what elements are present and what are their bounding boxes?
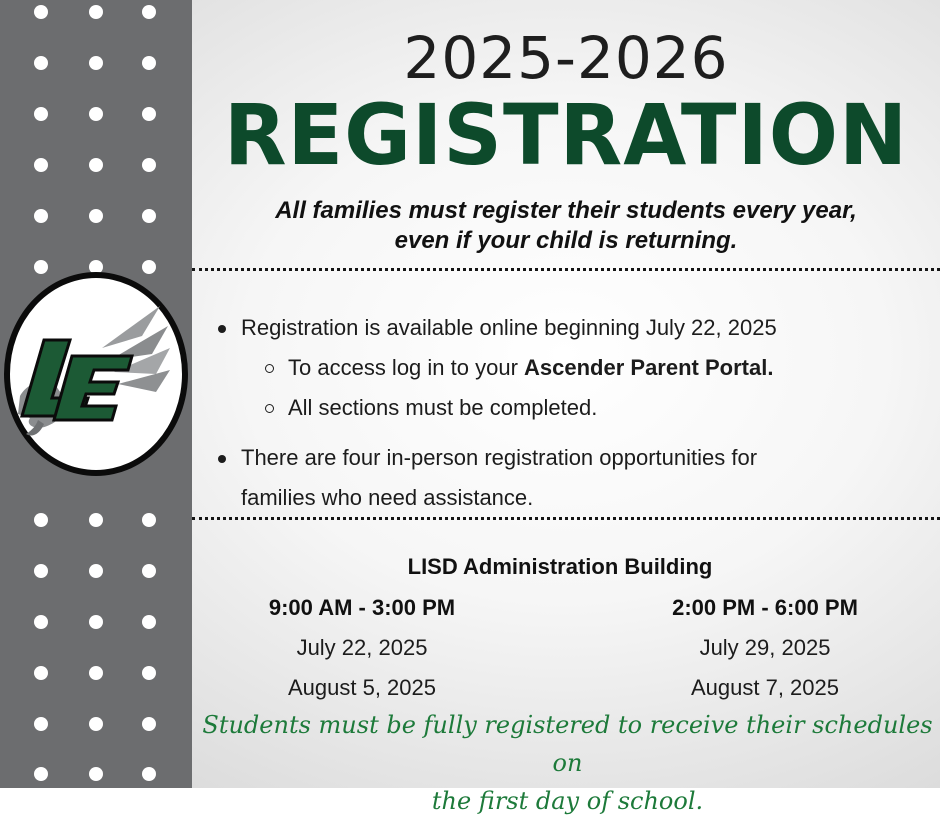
decor-dot — [89, 209, 103, 223]
decor-dot — [142, 260, 156, 274]
decor-dot — [34, 666, 48, 680]
decor-dot — [89, 107, 103, 121]
in-person-line-1: There are four in-person registration opportunities for — [241, 445, 758, 470]
decor-dot — [89, 158, 103, 172]
decor-dot — [34, 717, 48, 731]
decor-dot — [34, 513, 48, 527]
subtitle-line-2: even if your child is returning. — [394, 227, 738, 254]
note-line-1: Students must be fully registered to receive their schedules on — [202, 711, 933, 777]
decor-dot — [142, 513, 156, 527]
decor-dot — [34, 564, 48, 578]
decor-dot — [34, 615, 48, 629]
decor-dot — [89, 513, 103, 527]
decor-dot — [89, 666, 103, 680]
school-logo — [4, 272, 188, 476]
session-time: 9:00 AM - 3:00 PM — [268, 595, 456, 620]
decor-dot — [142, 717, 156, 731]
decor-dot — [142, 564, 156, 578]
decor-dot — [34, 209, 48, 223]
in-person-line-2: families who need assistance. — [241, 485, 534, 510]
decor-dot — [142, 666, 156, 680]
divider-bottom — [192, 517, 940, 520]
decor-dot — [34, 5, 48, 19]
portal-prefix: To access log in to your — [288, 355, 525, 380]
decor-dot — [89, 717, 103, 731]
eagle-logo-icon — [10, 278, 182, 470]
decor-dot — [142, 767, 156, 781]
decor-dot — [34, 158, 48, 172]
sub-bullet-sections: All sections must be completed. — [215, 388, 915, 428]
info-bullets — [215, 308, 915, 518]
registration-note — [195, 706, 940, 820]
decor-dot — [142, 56, 156, 70]
note-line-2: the first day of school. — [431, 787, 704, 815]
decor-dot — [89, 56, 103, 70]
portal-name: Ascender Parent Portal. — [524, 355, 774, 380]
decor-dot — [142, 5, 156, 19]
decor-dot — [34, 107, 48, 121]
subtitle — [192, 196, 940, 256]
bullet-online: Registration is available online beginning July 22, 2025 — [215, 308, 915, 348]
decor-dot — [89, 615, 103, 629]
decor-dot — [142, 615, 156, 629]
page-title: REGISTRATION — [223, 86, 909, 184]
session-date: August 5, 2025 — [287, 675, 436, 700]
decor-dot — [34, 56, 48, 70]
subtitle-line-1: All families must register their students every year, — [275, 197, 857, 224]
sub-bullet-portal — [215, 348, 915, 388]
session-time: 2:00 PM - 6:00 PM — [672, 595, 858, 620]
divider-top — [192, 268, 940, 271]
decor-dot — [142, 209, 156, 223]
decor-dot — [142, 107, 156, 121]
session-date: August 7, 2025 — [690, 675, 839, 700]
decor-dot — [89, 5, 103, 19]
session-column-afternoon — [625, 588, 905, 708]
session-date: July 29, 2025 — [699, 635, 831, 660]
decor-dot — [89, 564, 103, 578]
session-column-morning — [232, 588, 492, 708]
bullet-in-person — [215, 438, 915, 518]
decor-dot — [34, 767, 48, 781]
decor-dot — [34, 260, 48, 274]
session-date: July 22, 2025 — [296, 635, 428, 660]
location-heading: LISD Administration Building — [407, 554, 713, 579]
decor-dot — [89, 767, 103, 781]
decor-dot — [142, 158, 156, 172]
school-year: 2025-2026 — [403, 24, 729, 92]
